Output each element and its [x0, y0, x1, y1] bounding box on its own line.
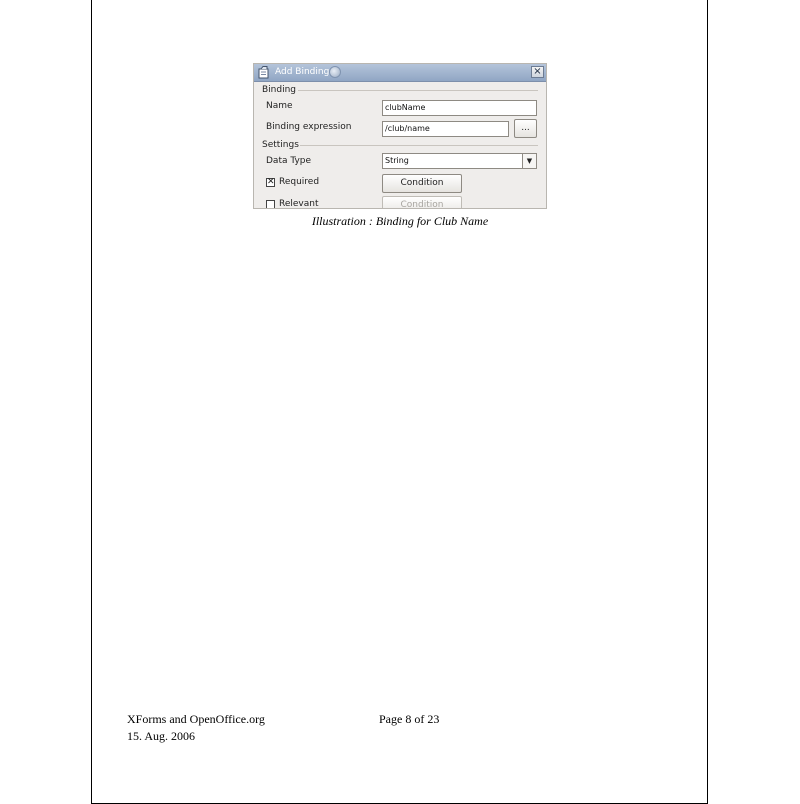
- browse-button[interactable]: ...: [514, 119, 537, 138]
- data-type-label: Data Type: [266, 156, 312, 166]
- settings-section-divider: [300, 145, 538, 146]
- help-icon[interactable]: [329, 66, 341, 78]
- footer-title: XForms and OpenOffice.org: [127, 712, 265, 726]
- binding-expression-field[interactable]: /club/name: [382, 121, 509, 137]
- binding-section-label: Binding: [262, 85, 297, 95]
- required-condition-button[interactable]: Condition: [382, 174, 462, 193]
- chevron-down-icon[interactable]: ▼: [522, 154, 536, 168]
- relevant-label: Relevant: [279, 199, 319, 209]
- footer-date: 15. Aug. 2006: [127, 729, 196, 743]
- relevant-condition-button[interactable]: Condition: [382, 196, 462, 209]
- dialog-icon: [258, 66, 270, 79]
- relevant-checkbox[interactable]: [266, 200, 275, 209]
- dialog-title: Add Binding: [275, 67, 330, 77]
- binding-section-divider: [298, 90, 538, 91]
- dialog-titlebar: [254, 64, 546, 82]
- footer-page-number: Page 8 of 23: [379, 712, 440, 726]
- name-label: Name: [266, 101, 293, 111]
- name-field[interactable]: clubName: [382, 100, 537, 116]
- settings-section-label: Settings: [262, 140, 299, 150]
- data-type-value: String: [385, 156, 409, 165]
- data-type-select[interactable]: [382, 153, 537, 169]
- figure-caption: Illustration : Binding for Club Name: [311, 214, 489, 228]
- binding-expression-label: Binding expression: [266, 122, 352, 132]
- add-binding-dialog-screenshot: [253, 63, 547, 209]
- required-label: Required: [279, 177, 320, 187]
- required-checkbox[interactable]: ✕: [267, 177, 275, 187]
- close-icon[interactable]: ×: [531, 66, 544, 78]
